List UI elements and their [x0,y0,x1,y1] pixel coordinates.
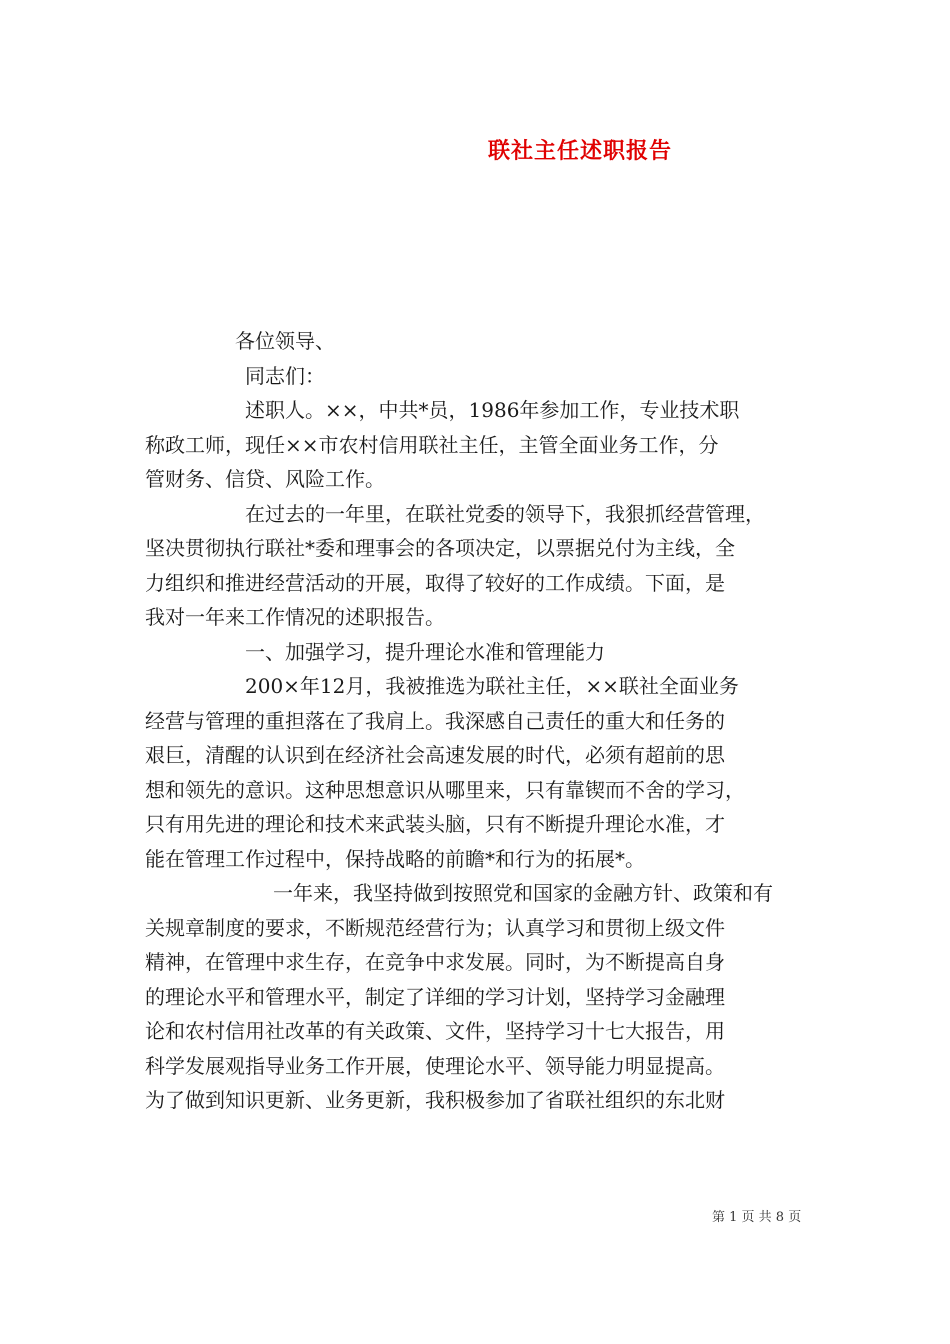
paragraph-line: 我对一年来工作情况的述职报告。 [145,605,445,629]
salutation-line: 各位领导、 [235,329,335,353]
paragraph-line: 为了做到知识更新、业务更新，我积极参加了省联社组织的东北财 [145,1088,725,1112]
paragraph-line: 200×年12月，我被推选为联社主任，××联社全面业务 [245,674,739,698]
paragraph-line: 在过去的一年里，在联社党委的领导下，我狠抓经营管理， [245,501,765,526]
page-title: 联社主任述职报告 [488,138,673,164]
paragraph-line: 能在管理工作过程中，保持战略的前瞻*和行为的拓展*。 [145,846,645,871]
report-body [145,324,825,1118]
paragraph-line: 力组织和推进经营活动的开展，取得了较好的工作成绩。下面，是 [145,570,725,595]
paragraph-line: 述职人。××，中共*员，1986年参加工作，专业技术职 [245,398,740,422]
paragraph-line: 一年来，我坚持做到按照党和国家的金融方针、政策和有 [273,881,773,905]
paragraph-line: 想和领先的意识。这种思想意识从哪里来，只有靠锲而不舍的学习， [145,777,745,802]
paragraph-line: 管财务、信贷、风险工作。 [145,467,385,491]
section-heading: 一、加强学习，提升理论水准和管理能力 [245,639,605,664]
page-footer: 第 1 页 共 8 页 [712,1210,802,1225]
paragraph-line: 精神，在管理中求生存，在竞争中求发展。同时，为不断提高自身 [145,950,725,974]
paragraph-line: 关规章制度的要求，不断规范经营行为；认真学习和贯彻上级文件 [145,915,725,940]
paragraph-line: 论和农村信用社改革的有关政策、文件，坚持学习十七大报告，用 [145,1019,725,1043]
salutation-line: 同志们： [245,363,325,388]
paragraph-line: 坚决贯彻执行联社*委和理事会的各项决定，以票据兑付为主线，全 [145,536,735,560]
paragraph-line: 称政工师，现任××市农村信用联社主任，主管全面业务工作，分 [145,432,719,457]
paragraph-line: 经营与管理的重担落在了我肩上。我深感自己责任的重大和任务的 [145,708,725,733]
paragraph-line: 只有用先进的理论和技术来武装头脑，只有不断提升理论水准，才 [145,812,725,836]
paragraph-line: 艰巨，清醒的认识到在经济社会高速发展的时代，必须有超前的思 [145,743,725,767]
paragraph-line: 科学发展观指导业务工作开展，使理论水平、领导能力明显提高。 [145,1053,725,1078]
paragraph-line: 的理论水平和管理水平，制定了详细的学习计划，坚持学习金融理 [145,984,725,1009]
